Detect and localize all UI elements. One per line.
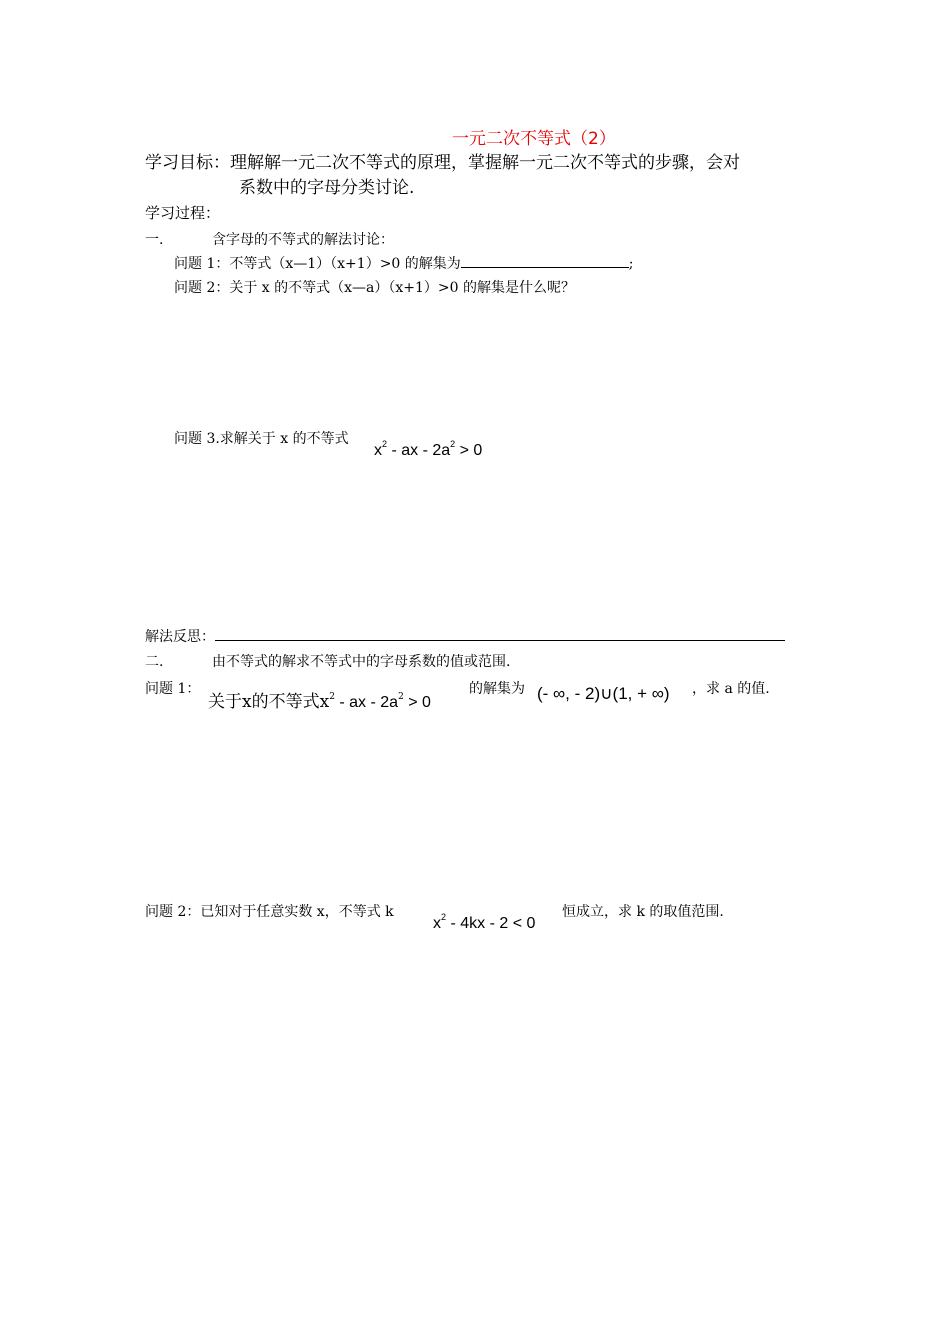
question-1-text: 问题 1：不等式（x—1）（x+1）>0 的解集为 xyxy=(174,256,461,272)
section1-heading: 含字母的不等式的解法讨论： xyxy=(212,232,394,248)
goal-line-2: 系数中的字母分类讨论. xyxy=(239,178,415,198)
section1-number: 一. xyxy=(145,232,164,248)
section2-question-2-text: 问题 2：已知对于任意实数 x，不等式 k xyxy=(145,904,394,920)
reflection-blank xyxy=(215,626,785,641)
section2-question-1-label: 问题 1： xyxy=(145,681,201,697)
section1-question-2: 问题 2：关于 x 的不等式（x—a）（x+1）>0 的解集是什么呢？ xyxy=(174,280,576,296)
goal-line-1: 学习目标：理解解一元二次不等式的原理，掌握解一元二次不等式的步骤，会对 xyxy=(145,153,740,173)
section2-question-1-formula: 关于x的不等式$x^2$ - ax - $2a^2 > 0$ xyxy=(208,692,431,712)
section2-heading: 由不等式的解求不等式中的字母系数的值或范围. xyxy=(212,654,511,670)
process-label: 学习过程： xyxy=(145,204,221,222)
section2-question-2-tail: 恒成立，求 k 的取值范围. xyxy=(562,904,724,920)
learning-goal xyxy=(145,151,825,201)
page-title: 一元二次不等式（2） xyxy=(452,129,616,149)
answer-blank xyxy=(461,253,629,268)
section2-question-1-tail: ，求 a 的值. xyxy=(692,681,770,697)
solution-set-formula: (- ∞, - 2)∪(1, + ∞) xyxy=(537,684,670,703)
section2-question-2-formula: $x^2 - 4kx - 2 < 0$ xyxy=(433,912,536,932)
section1-question-1 xyxy=(174,253,634,273)
section1-question-3-text: 问题 3.求解关于 x 的不等式 xyxy=(174,431,349,447)
section1-question-3-formula: $x^2$ - ax - $2a^2 > 0$ xyxy=(374,439,483,459)
reflection-label: 解法反思： xyxy=(145,629,215,645)
solution-set-label: 的解集为 xyxy=(469,681,525,697)
section2-number: 二. xyxy=(145,654,164,670)
question-1-end: ; xyxy=(628,256,634,272)
reflection-line xyxy=(145,626,785,646)
